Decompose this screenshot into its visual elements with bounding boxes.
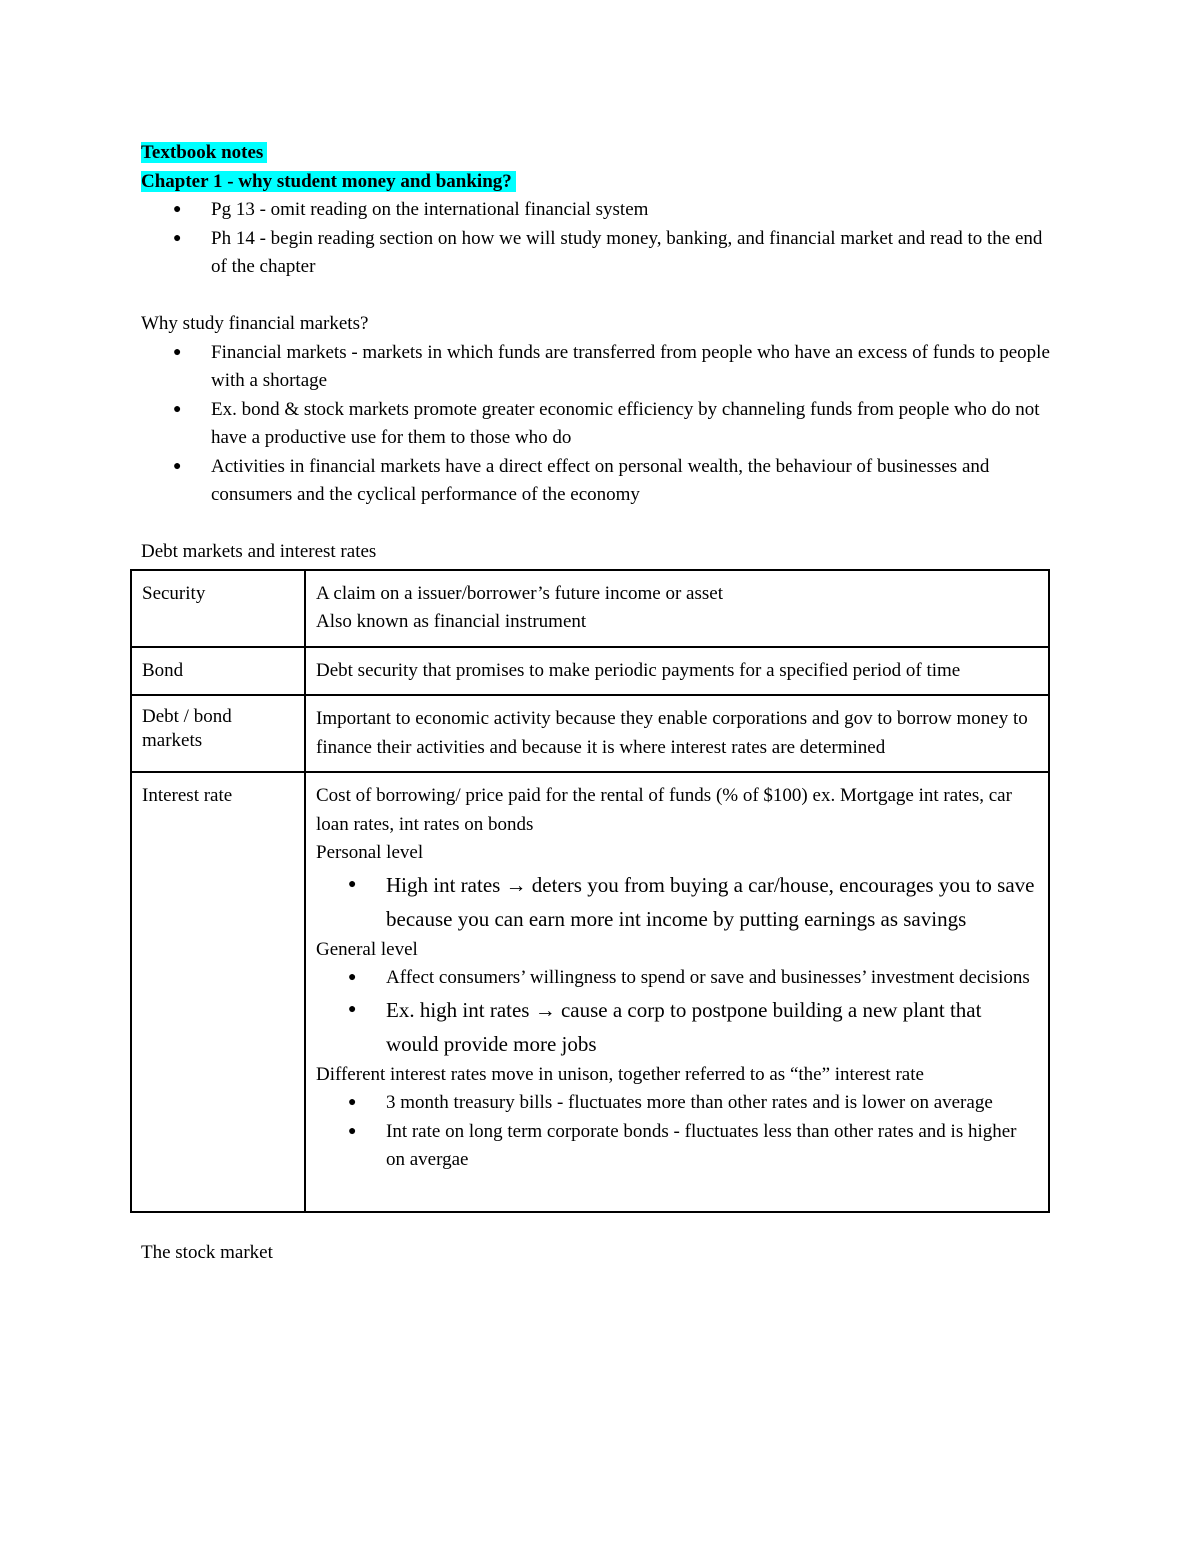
- spacer: [141, 510, 1051, 539]
- list-item: ● High int rates → deters you from buying a car/house, encourages you to save because you can earn more int income by putting earnings as savings: [386, 868, 1038, 936]
- bullet-icon: ●: [173, 344, 182, 360]
- general-level-list: [316, 964, 1038, 1061]
- bullet-icon: ●: [173, 401, 182, 417]
- bullet-icon: ●: [348, 970, 357, 985]
- stock-market-heading: The stock market: [141, 1241, 273, 1263]
- spacer: [141, 282, 1051, 311]
- list-item: ● Ex. high int rates → cause a corp to postpone building a new plant that would provide more jobs: [386, 993, 1038, 1061]
- list-item: ● Pg 13 - omit reading on the international financial system: [211, 196, 1051, 225]
- list-item: ● Ex. bond & stock markets promote greater economic efficiency by channeling funds from people who do not have a productive use for them to those who do: [211, 396, 1051, 453]
- definition-cell: A claim on a issuer/borrower’s future income or asset Also known as financial instrument: [305, 570, 1049, 647]
- why-study-heading: Why study financial markets?: [141, 313, 369, 334]
- list-item: ● Activities in financial markets have a direct effect on personal wealth, the behaviour of businesses and consumers and the cyclical performance of the economy: [211, 453, 1051, 510]
- term-cell: Interest rate: [131, 772, 305, 1212]
- debt-markets-heading: Debt markets and interest rates: [141, 541, 377, 562]
- term-cell: Security: [131, 570, 305, 647]
- bullet-icon: ●: [348, 1001, 357, 1017]
- different-rates-list: [316, 1089, 1038, 1175]
- bullet-icon: ●: [173, 202, 182, 217]
- personal-level-list: [316, 868, 1038, 936]
- bullet-icon: ●: [348, 1095, 357, 1110]
- list-item: ● Financial markets - markets in which funds are transferred from people who have an excess of funds to people with a shortage: [211, 339, 1051, 396]
- bullet-icon: ●: [173, 458, 182, 474]
- definitions-table: [130, 569, 1050, 1213]
- table-row: [131, 695, 1049, 772]
- notes-title: Textbook notes: [141, 139, 1051, 168]
- list-item: ● 3 month treasury bills - fluctuates more than other rates and is lower on average: [386, 1089, 1038, 1118]
- list-item: ● Ph 14 - begin reading section on how we will study money, banking, and financial market and read to the end of the chapter: [211, 225, 1051, 282]
- bullet-icon: ●: [348, 876, 357, 892]
- different-rates-label: Different interest rates move in unison, together referred to as “the” interest rate: [316, 1063, 924, 1085]
- term-cell: Debt / bond markets: [131, 695, 305, 772]
- bullet-icon: ●: [348, 1123, 357, 1139]
- definition-cell: Cost of borrowing/ price paid for the rental of funds (% of $100) ex. Mortgage int rates, car loan rates, int rates on bonds Personal level ● High int rates → deters you from buying a car/house, encourages you to save because you can earn more int income by putting earnings as savings General level ● Affect consumers’ willingness to spend or save and businesses’ investment decisions ● Ex. high int rates → cause a corp to postpone building a new plant that would provide more jobs Different interest rates move in unison, together referred to as “the” interest rate ● 3 month treasury bills - fluctuates more than other rates and is lower on average ● Int rate on long term corporate bonds - fluctuates less than other rates and is higher on avergae: [305, 772, 1049, 1212]
- list-item: ● Affect consumers’ willingness to spend or save and businesses’ investment decisions: [386, 964, 1038, 993]
- bullet-icon: ●: [173, 230, 182, 246]
- list-item: ● Int rate on long term corporate bonds - fluctuates less than other rates and is higher on avergae: [386, 1118, 1038, 1175]
- table-row: [131, 647, 1049, 696]
- definition-cell: Debt security that promises to make periodic payments for a specified period of time: [305, 647, 1049, 696]
- chapter-heading: Chapter 1 - why student money and banking?: [141, 168, 1051, 197]
- chapter-notes-list: [141, 196, 1051, 282]
- personal-level-label: Personal level: [316, 842, 424, 863]
- why-study-list: [141, 339, 1051, 510]
- document-page: [141, 139, 1051, 1267]
- term-cell: Bond: [131, 647, 305, 696]
- table-row: [131, 772, 1049, 1212]
- definition-cell: Important to economic activity because they enable corporations and gov to borrow money to finance their activities and because it is where interest rates are determined: [305, 695, 1049, 772]
- spacer: [141, 1213, 1051, 1239]
- table-row: [131, 570, 1049, 647]
- general-level-label: General level: [316, 938, 418, 960]
